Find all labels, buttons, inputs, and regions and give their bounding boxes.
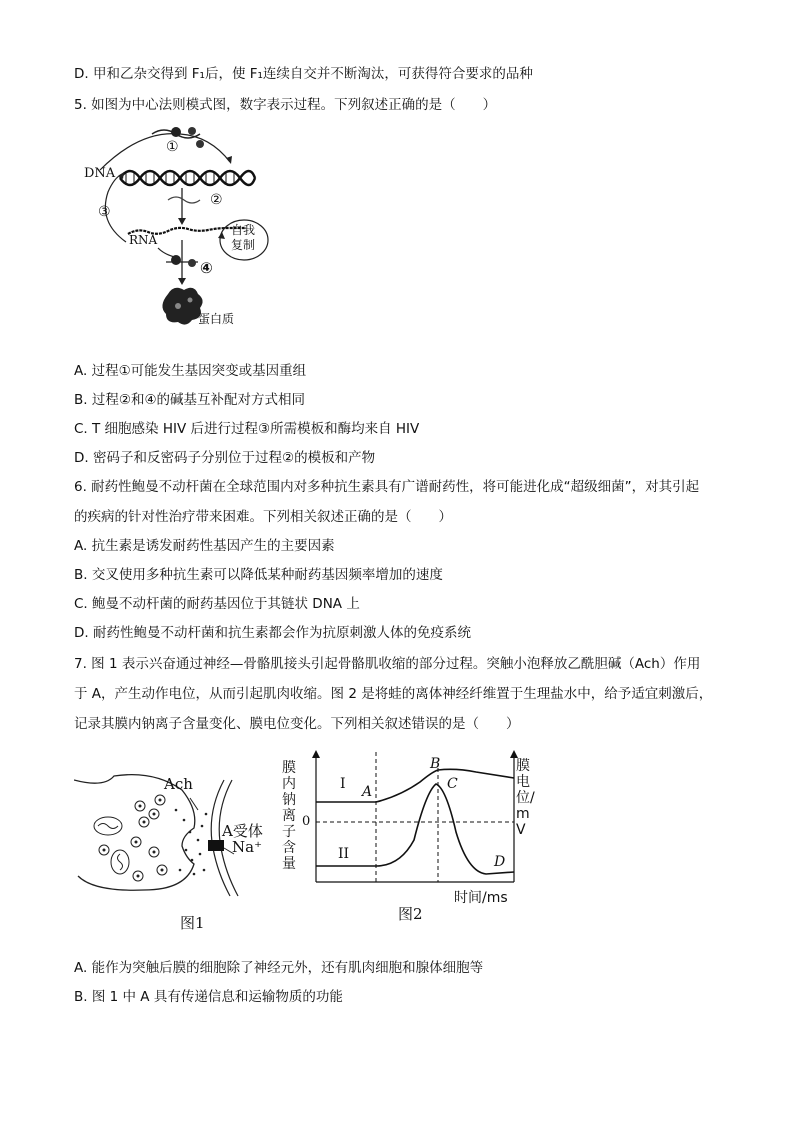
process-3-label: ③ xyxy=(98,204,111,220)
q5-option-c: C. T 细胞感染 HIV 后进行过程③所需模板和酶均来自 HIV xyxy=(74,421,420,437)
q5-option-d: D. 密码子和反密码子分别位于过程②的模板和产物 xyxy=(74,450,376,466)
figure-2-caption: 图2 xyxy=(398,905,423,923)
curve-ii-label: II xyxy=(338,846,350,862)
dna-label: DNA xyxy=(84,166,116,181)
na-ion-label: Na⁺ xyxy=(232,838,262,856)
figure-1-caption: 图1 xyxy=(180,914,205,932)
q6-option-a: A. 抗生素是诱发耐药性基因产生的主要因素 xyxy=(74,538,335,554)
q4-option-d: D. 甲和乙杂交得到 F₁后，使 F₁连续自交并不断淘汰，可获得符合要求的品种 xyxy=(74,66,533,82)
q5-option-a: A. 过程①可能发生基因突变或基因重组 xyxy=(74,363,307,379)
y-axis-left-label: 膜内钠离子含量 xyxy=(282,760,296,872)
point-a-label: A xyxy=(362,784,373,800)
figure-2-chart xyxy=(280,748,540,908)
zero-tick: 0 xyxy=(302,814,311,829)
q6-option-b: B. 交叉使用多种抗生素可以降低某种耐药基因频率增加的速度 xyxy=(74,567,443,583)
process-2-label: ② xyxy=(210,192,223,208)
curve-i-label: I xyxy=(340,776,346,792)
q6-option-d: D. 耐药性鲍曼不动杆菌和抗生素都会作为抗原刺激人体的免疫系统 xyxy=(74,625,471,641)
protein-label: 蛋白质 xyxy=(198,312,235,326)
process-4-label: ④ xyxy=(200,259,213,277)
q7-option-b: B. 图 1 中 A 具有传递信息和运输物质的功能 xyxy=(74,989,343,1005)
self-replication-label-2: 复制 xyxy=(231,238,256,252)
rna-label: RNA xyxy=(129,233,158,247)
point-d-label: D xyxy=(494,854,506,870)
q7-stem-line3: 记录其膜内钠离子含量变化、膜电位变化。下列相关叙述错误的是（ ） xyxy=(74,716,520,732)
q5-stem: 5. 如图为中心法则模式图，数字表示过程。下列叙述正确的是（ ） xyxy=(74,97,497,113)
x-axis-label: 时间/ms xyxy=(454,890,508,906)
point-c-label: C xyxy=(447,776,458,792)
point-b-label: B xyxy=(430,756,441,772)
q7-stem-line1: 7. 图 1 表示兴奋通过神经—骨骼肌接头引起骨骼肌收缩的部分过程。突触小泡释放乙酰胆碱（Ach）作用 xyxy=(74,656,701,672)
q7-stem-line2: 于 A，产生动作电位，从而引起肌肉收缩。图 2 是将蛙的离体神经纤维置于生理盐水中，给予适宜刺激后， xyxy=(74,686,713,702)
process-1-label: ① xyxy=(166,139,179,155)
q7-option-a: A. 能作为突触后膜的细胞除了神经元外，还有肌肉细胞和腺体细胞等 xyxy=(74,960,484,976)
q6-stem-line2: 的疾病的针对性治疗带来困难。下列相关叙述正确的是（ ） xyxy=(74,509,452,525)
ach-label: Ach xyxy=(164,775,193,793)
self-replication-label-1: 自我 xyxy=(231,223,256,237)
y-axis-right-label: 膜电位/mV xyxy=(516,758,535,838)
q5-option-b: B. 过程②和④的碱基互补配对方式相同 xyxy=(74,392,306,408)
q6-stem-line1: 6. 耐药性鲍曼不动杆菌在全球范围内对多种抗生素具有广谱耐药性，将可能进化成“超级细菌”，对其引起 xyxy=(74,479,700,495)
q6-option-c: C. 鲍曼不动杆菌的耐药基因位于其链状 DNA 上 xyxy=(74,596,360,612)
a-receptor-label: A受体 xyxy=(222,822,263,840)
